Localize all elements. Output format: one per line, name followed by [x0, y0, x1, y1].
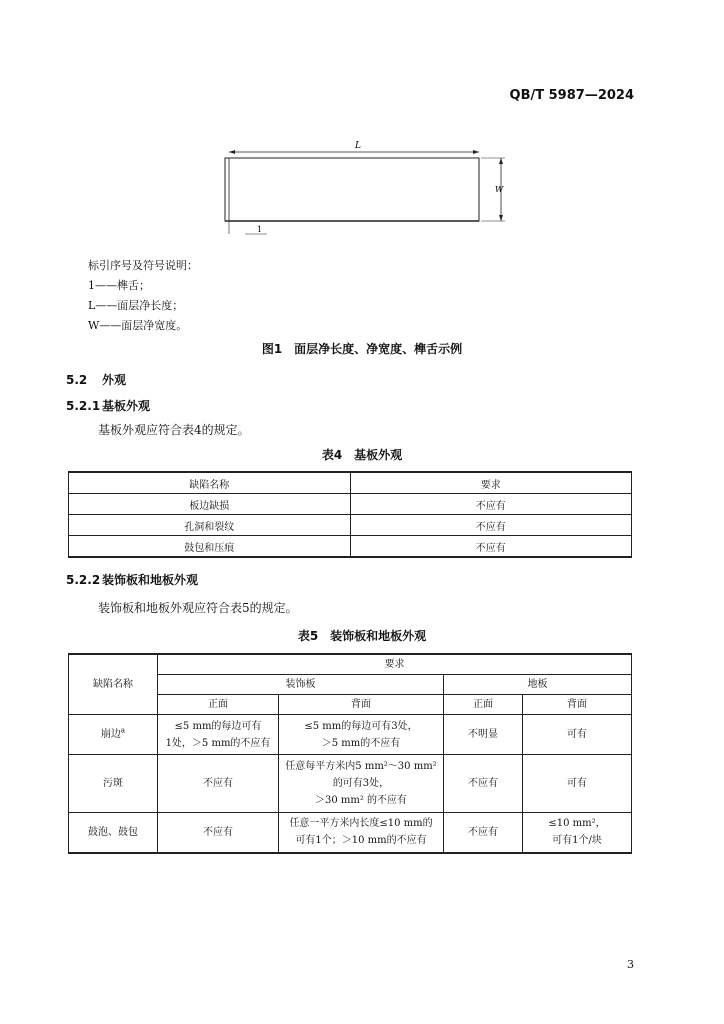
heading-5-2-1: 5.2.1 基板外观: [66, 399, 151, 413]
table-4-caption: 表4 基板外观: [321, 448, 403, 462]
table-cell: 可有: [523, 755, 632, 813]
table-cell: 不明显: [444, 715, 523, 755]
table-cell: 不应有: [350, 494, 632, 515]
table-row: [69, 515, 632, 536]
table-header: 要求: [158, 654, 632, 675]
paragraph-5-2-2: 装饰板和地板外观应符合表5的规定。: [98, 601, 298, 615]
legend-item: W——面层净宽度。: [88, 319, 188, 332]
table-header: 要求: [350, 472, 632, 494]
table-cell: 鼓泡、鼓包: [69, 813, 158, 853]
page-number: 3: [627, 958, 634, 971]
table-cell: ≤10 mm²， 可有1个/块: [523, 813, 632, 853]
table-cell: 孔洞和裂纹: [69, 515, 351, 536]
table-5: [68, 653, 632, 854]
paragraph-5-2-1: 基板外观应符合表4的规定。: [98, 423, 250, 437]
heading-5-2-2: 5.2.2 装饰板和地板外观: [66, 573, 199, 587]
table-cell: 板边缺损: [69, 494, 351, 515]
panel-outline: [225, 158, 479, 221]
table-5-caption: 表5 装饰板和地板外观: [297, 629, 427, 643]
table-header: 缺陷名称: [69, 654, 158, 715]
table-cell: 不应有: [158, 755, 279, 813]
figure-1-diagram: [215, 140, 515, 250]
table-cell: 不应有: [350, 536, 632, 558]
figure-caption: 图1 面层净长度、净宽度、榫舌示例: [261, 342, 463, 356]
table-header: 背面: [523, 695, 632, 715]
table-cell: 污斑: [69, 755, 158, 813]
table-cell: 可有: [523, 715, 632, 755]
table-row: [69, 494, 632, 515]
table-cell: 任意每平方米内5 mm²～30 mm² 的可有3处， ＞30 mm² 的不应有: [279, 755, 444, 813]
table-cell: 不应有: [444, 813, 523, 853]
legend-item: L——面层净长度；: [88, 299, 184, 312]
table-header: 装饰板: [158, 675, 444, 695]
table-cell: 不应有: [444, 755, 523, 813]
heading-5-2: 5.2 外观: [66, 373, 127, 387]
table-header: 背面: [279, 695, 444, 715]
table-header: 地板: [444, 675, 632, 695]
table-header: 缺陷名称: [69, 472, 351, 494]
table-cell: 不应有: [158, 813, 279, 853]
table-header: 正面: [444, 695, 523, 715]
label-W: W: [495, 185, 504, 194]
label-L: L: [355, 141, 361, 151]
table-cell: 任意一平方米内长度≤10 mm的 可有1个；＞10 mm的不应有: [279, 813, 444, 853]
standard-number: QB/T 5987—2024: [509, 88, 634, 103]
table-cell: ≤5 mm的每边可有3处， ＞5 mm的不应有: [279, 715, 444, 755]
table-cell: 不应有: [350, 515, 632, 536]
table-row: [69, 715, 632, 755]
legend-title: 标引序号及符号说明：: [88, 259, 198, 272]
table-cell: ≤5 mm的每边可有 1处，＞5 mm的不应有: [158, 715, 279, 755]
table-cell: 崩边$^a$: [69, 715, 158, 755]
table-row: [69, 755, 632, 813]
label-1: 1: [257, 225, 263, 234]
legend-item: 1——榫舌；: [88, 279, 150, 292]
table-cell: 鼓包和压痕: [69, 536, 351, 558]
table-row: [69, 813, 632, 853]
table-header: 正面: [158, 695, 279, 715]
table-4: [68, 471, 632, 558]
table-row: [69, 536, 632, 558]
figure-legend: [88, 256, 198, 336]
